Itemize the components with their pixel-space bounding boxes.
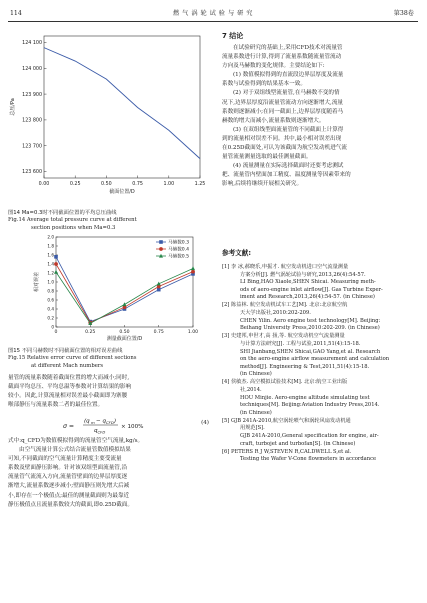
fig14-caption-en-1: Fig.14 Average total pressure curve at different (8, 217, 137, 224)
text-line: 赫数的增大而减小,流量系数则逐渐增大。 (222, 117, 325, 124)
reference-item (222, 379, 420, 417)
x-tick-label: 1.00 (163, 182, 175, 187)
legend-marker (159, 247, 163, 251)
text-line: 况下,边界层厚度沿流量管流动方向逐渐增大,流量 (222, 99, 344, 106)
x-tick-label: 0.75 (153, 330, 164, 335)
svg-text:m: m (91, 420, 95, 425)
text-line: 系数与试验得到的结果基本一致。 (222, 81, 306, 88)
reference-item (222, 448, 420, 464)
text-line: 可知,不同截面的空气流量计算精度主要受流量 (8, 456, 122, 463)
data-point (54, 262, 58, 266)
ref-line: [3] 史建邦,申世才,高 扬,等. 航空发动机空气流量测量 (222, 333, 345, 340)
text-line: 方向及马赫数的变化规律。主要结论如下: (222, 63, 325, 70)
text-line: 系数及壁面静压影响。针对该双组型面流量管,沿 (8, 465, 128, 472)
text-line: 截面平均总压、平均总温等参数对计算结果的影响 (8, 384, 132, 391)
figure-15-caption (8, 348, 213, 370)
reference-item (222, 333, 420, 379)
text-line: 到的流量相对误差不同。其中,最小相对误差出现 (222, 135, 342, 142)
text-line: 在试验研究的基础上,采用CFD技术对流量管 (233, 45, 343, 51)
chart1-ylabel: 总压/Pa (10, 98, 16, 116)
legend-label: 马赫数0.4 (168, 247, 190, 253)
ref-line: 天大学出版社,2010:202-209. (240, 310, 311, 317)
legend-label: 马赫数0.5 (168, 254, 190, 260)
text-line: 静压极值点且流量系数较大的截面,即0.25D截面。 (8, 501, 133, 508)
ref-line: on the aero-engine airflow measurement and calculation (240, 356, 390, 363)
ref-line: [6] PETERS R J W,STEVEN R,CALDWELL S,et al. (222, 448, 352, 455)
text-line: 式中:q_CFD为数值模拟得到的流量管空气流量,kg/s。 (8, 438, 144, 444)
reference-item (222, 264, 420, 302)
text-line: 渐增大,流量系数逐步减小;壁面静压则先增大后减 (8, 483, 130, 490)
series-line (56, 257, 193, 322)
y-tick-label: 0.6 (47, 297, 54, 303)
data-point (191, 270, 195, 274)
svg-text:CFD: CFD (106, 420, 114, 425)
section-title-conclusion: 7 结论 (222, 32, 244, 40)
page-number: 114 (10, 10, 22, 17)
y-tick-label: 0 (51, 324, 54, 330)
y-tick-label: 123 800 (22, 118, 42, 124)
page-header (8, 8, 418, 20)
text-line: (2) 对于双组线型流量管,在马赫数不变的情 (233, 90, 340, 97)
svg-text:q: q (94, 428, 98, 434)
ref-line: craft, turbojet and turbofan[S]. (in Chinese) (240, 440, 356, 447)
series-line (56, 264, 193, 323)
references-title: 参考文献: (222, 249, 252, 257)
y-tick-label: 1.6 (47, 252, 54, 258)
fig15-caption-en-1: Fig.15 Relative error curve of different sections (8, 355, 137, 362)
data-point (191, 266, 195, 270)
ref-line: 与计算方法研究[J]. 工程与试验,2011,51(4):15-18. (240, 340, 361, 347)
ref-line: method[J]. Engineering & Test,2011,51(4):15-18. (240, 363, 370, 370)
volume-label: 第38卷 (393, 10, 414, 17)
text-line: 较小。因此,计算流量相对误差最小截面即为寨腰 (8, 393, 128, 400)
legend-label: 马赫数0.3 (168, 240, 190, 246)
y-tick-label: 1.0 (47, 279, 54, 285)
chart1-ticks (22, 40, 205, 187)
ref-line: 方案分析[J]. 燃气涡轮试验与研究,2013,26(4):54-57. (240, 271, 366, 278)
y-tick-label: 123 700 (22, 144, 42, 150)
left-paragraph-2 (8, 437, 213, 510)
y-tick-label: 123 900 (22, 92, 42, 98)
figure-14-chart (8, 28, 213, 206)
figure-15-chart (8, 232, 213, 344)
conclusion-text (222, 44, 418, 190)
y-tick-label: 1.2 (47, 270, 54, 276)
formula-svg (8, 414, 213, 436)
text-line: (4) 流量测量在实际选择截面时还要考虑测试 (233, 163, 344, 170)
reference-item (222, 417, 420, 448)
ref-line: (in Chinese) (240, 409, 272, 416)
chart2-marks (54, 255, 195, 325)
ref-line: [4] 侯敏杰. 高空模拟试验技术[M]. 北京:航空工业出版 (222, 379, 348, 386)
y-tick-label: 124 000 (22, 66, 42, 72)
ref-line: 社,2014. (240, 387, 262, 393)
ref-line: HOU Minjie. Aero-engine altitude simulating test (240, 394, 370, 401)
ref-line: Beihang University Press,2010:202-209. (in Chinese) (240, 325, 380, 332)
svg-text:σ =: σ = (63, 423, 75, 430)
x-tick-label: 0.00 (38, 182, 50, 187)
svg-text:(q: (q (84, 418, 90, 425)
svg-text:− q: − q (96, 418, 107, 425)
text-line: 量管的流量系数随着截面位置的增大而减小;同时, (8, 375, 130, 381)
reference-item (222, 302, 420, 332)
figure-14-caption (8, 210, 213, 232)
ref-line: GJB 241A-2010,General specification for engine, air- (240, 433, 379, 440)
formula-block (8, 414, 213, 436)
text-line: 影响,后续将继续开展相关研究。 (222, 181, 303, 188)
x-tick-label: 0.25 (69, 182, 81, 187)
text-line: (3) 在双组线型面流量管的不同截面上计算得 (233, 126, 344, 133)
x-tick-label: 1.25 (194, 182, 206, 187)
x-tick-label: 0.75 (132, 182, 143, 187)
text-line: 小,即存在一个极值点;最佳的测量截面则为最靠近 (8, 492, 130, 499)
text-line: 量管流量测量选取的最佳测量截面。 (222, 154, 312, 161)
ref-line: [1] 李 冰,郝晓乐,申振才. 航空发动机进口空气流量测量 (222, 264, 349, 270)
ref-line: iment and Research,2013,26(4):54-57. (in Chinese) (240, 294, 375, 301)
y-tick-label: 123 600 (22, 170, 42, 176)
ref-line: (in Chinese) (240, 371, 272, 378)
x-tick-label: 0.25 (85, 330, 96, 335)
references-list (222, 264, 420, 464)
ref-line: techniques[M]. Beijing:Aviation Industry Press,2014. (240, 402, 380, 409)
text-line: 流量系数进行计算,得到了流量系数随流量管流动 (222, 54, 342, 61)
fig15-caption-cn: 图15 不同马赫数时不同截面位置的相对误差曲线 (8, 348, 123, 354)
data-point (123, 302, 127, 306)
x-tick-label: 0.50 (101, 182, 112, 187)
header-rule (8, 21, 418, 22)
data-point (54, 270, 58, 274)
y-tick-label: 2.0 (47, 234, 54, 240)
series-line (44, 48, 200, 159)
ref-line: Testing the Wafer V-Cone flowmeters in accordance (240, 456, 377, 463)
text-line: 流量管气流流入方向,流量管壁面的边界层厚度逐 (8, 474, 128, 481)
chart2-xlabel: 测量截面位置/D (106, 336, 143, 342)
ref-line: 用规范[S]. (240, 425, 265, 432)
chart1-xlabel: 截面位置/D (109, 189, 135, 195)
x-tick-label: 0.50 (119, 330, 130, 335)
y-tick-label: 1.4 (47, 261, 54, 267)
text-line: 由空气流量计算公式结合流量管数值模拟结果 (19, 447, 131, 454)
chart2-legend (156, 239, 189, 260)
text-line: 系数则逐渐减小;在同一截面上,边界层厚度随着马 (222, 108, 344, 115)
svg-text:× 100%: × 100% (121, 424, 144, 430)
ref-line: CHEN Yilin. Aero engine test technology[M]. Beijing: (240, 317, 381, 324)
fig15-caption-en-2: at different Mach numbers (31, 362, 104, 369)
text-line: 在0.25D截面处,可认为该截面为航空发动机进气流 (222, 145, 347, 152)
y-tick-label: 1.8 (47, 243, 54, 249)
text-line: 喉部静压与流量系数二者的最佳位置。 (8, 402, 104, 409)
ref-line: [2] 陈益林. 航空发动机试车工艺[M]. 北京:北京航空航 (222, 302, 348, 309)
y-tick-label: 124 100 (22, 41, 42, 47)
y-tick-label: 0.4 (47, 306, 54, 312)
x-tick-label: 1.00 (187, 330, 199, 335)
ref-line: LI Bing,HAO Xiaole,SHEN Shicai. Measuring meth- (240, 279, 376, 286)
ref-line: [5] GJB 241A-2010,航空涡轮喷气和涡轮风扇发动机通 (222, 417, 351, 424)
svg-text:CFD: CFD (97, 429, 106, 435)
journal-title: 燃 气 涡 轮 试 验 与 研 究 (173, 10, 253, 17)
fig14-caption-cn: 图14 Ma=0.3时不同截面位置的平均总压曲线 (8, 210, 117, 216)
legend-marker (159, 240, 163, 244)
ref-line: ods of aero-engine inlet airflow[J]. Gas Turbine Exper- (240, 286, 383, 293)
formula-number: (4) (201, 420, 209, 426)
chart1-marks (44, 48, 200, 159)
ref-line: SHI Jianbang,SHEN Shicai,GAO Yang,et al. Research (240, 348, 381, 355)
chart2-ylabel: 相对误差 (34, 271, 40, 293)
x-tick-label: 0 (54, 330, 58, 335)
fig14-caption-en-2: section positions when Ma=0.3 (31, 224, 116, 231)
left-paragraph-1 (8, 374, 213, 410)
y-tick-label: 0.8 (47, 288, 54, 294)
data-point (54, 255, 58, 259)
y-tick-label: 0.2 (47, 315, 54, 321)
text-line: 耙、流量管内壁面加工精度、温度测量等因素带来的 (222, 172, 351, 179)
svg-text:): ) (114, 418, 117, 425)
text-line: (1) 数值模拟得到的直流段边界层厚度及流量 (233, 72, 344, 79)
